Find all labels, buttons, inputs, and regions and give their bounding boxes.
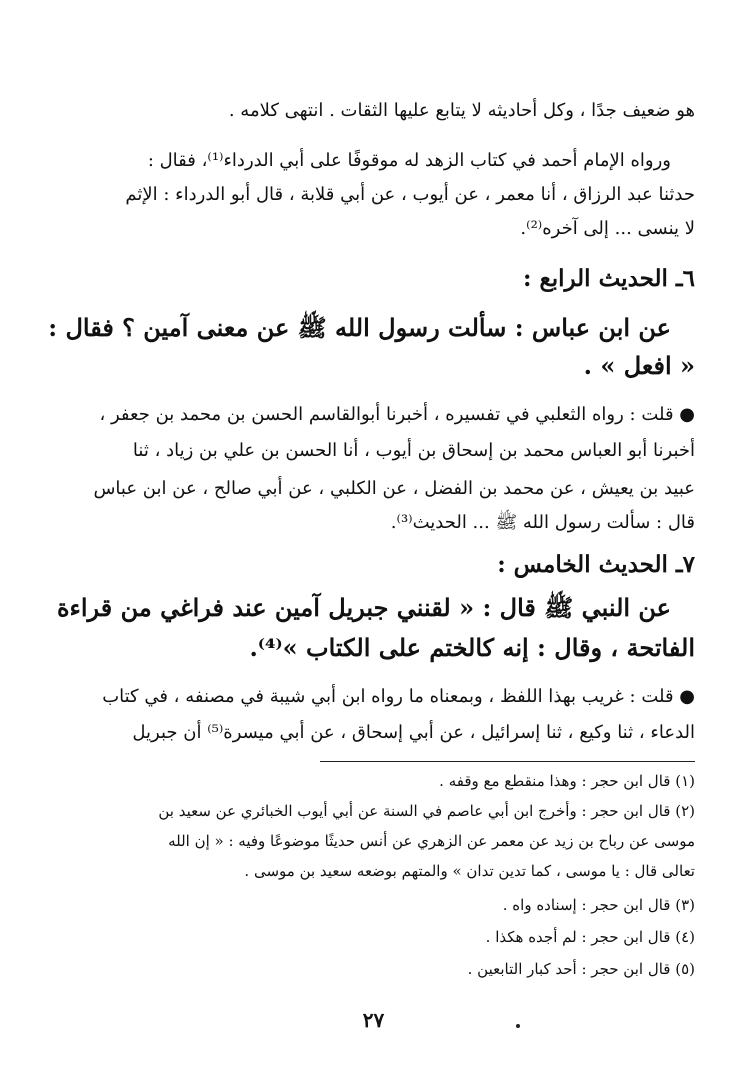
footnote-2-line-2: موسى عن رباح بن زيد عن معمر عن الزهري عن أنس حديثًا موضوعًا وفيه : « إن الله <box>168 832 695 850</box>
footnote-1: (١) قال ابن حجر : وهذا منقطع مع وقفه . <box>439 772 695 790</box>
page-dot-mark <box>516 1024 520 1028</box>
text-line-9: ● قلت : غريب بهذا اللفظ ، وبمعناه ما رواه ابن أبي شيبة في مصنفه ، في كتاب <box>102 686 695 707</box>
text-line-8: قال : سألت رسول الله ﷺ ... الحديث⁽³⁾. <box>390 512 695 533</box>
text-line-5: ● قلت : رواه الثعلبي في تفسيره ، أخبرنا أبوالقاسم الحسن بن محمد بن جعفر ، <box>99 404 695 425</box>
section-heading-7: ٧ـ الحديث الخامس : <box>497 551 695 578</box>
text-line-4: لا ينسى ... إلى آخره⁽²⁾. <box>520 218 695 239</box>
footnote-5: (٥) قال ابن حجر : أحد كبار التابعين . <box>467 960 695 978</box>
text-line-10: الدعاء ، ثنا وكيع ، ثنا إسرائيل ، عن أبي إسحاق ، عن أبي ميسرة⁽⁵⁾ أن جبريل <box>132 722 695 743</box>
text-line-7: عبيد بن يعيش ، عن محمد بن الفضل ، عن الكلبي ، عن أبي صالح ، عن ابن عباس <box>93 478 695 499</box>
text-line-2: ورواه الإمام أحمد في كتاب الزهد له موقوفًا على أبي الدرداء⁽¹⁾، فقال : <box>147 150 671 171</box>
section-heading-6: ٦ـ الحديث الرابع : <box>522 265 695 292</box>
text-line-3: حدثنا عبد الرزاق ، أنا معمر ، عن أيوب ، عن أبي قلابة ، قال أبو الدرداء : الإثم <box>125 184 695 205</box>
footnote-separator <box>320 761 695 762</box>
footnote-3: (٣) قال ابن حجر : إسناده واه . <box>502 896 695 914</box>
page-number: ٢٧ <box>362 1008 385 1032</box>
footnote-2-line-1: (٢) قال ابن حجر : وأخرج ابن أبي عاصم في السنة عن أبي أيوب الخبائري عن سعيد بن <box>158 802 695 820</box>
footnote-4: (٤) قال ابن حجر : لم أجده هكذا . <box>485 928 695 946</box>
hadith-text-5-line-2: الفاتحة ، وقال : إنه كالختم على الكتاب »⁽⁴⁾. <box>249 633 695 662</box>
text-line-6: أخبرنا أبو العباس محمد بن إسحاق بن أيوب ، أنا الحسن بن علي بن زياد ، ثنا <box>132 440 695 461</box>
hadith-text-4-line-1: عن ابن عباس : سألت رسول الله ﷺ عن معنى آمين ؟ فقال : <box>48 313 671 342</box>
footnote-2-line-3: تعالى قال : يا موسى ، كما تدين تدان » والمتهم بوضعه سعيد بن موسى . <box>244 862 695 880</box>
hadith-text-5-line-1: عن النبي ﷺ قال : « لقنني جبريل آمين عند فراغي من قراءة <box>56 593 671 622</box>
text-line-1: هو ضعيف جدًا ، وكل أحاديثه لا يتابع عليها الثقات . انتهى كلامه . <box>228 100 695 121</box>
hadith-text-4-line-2: « افعل » . <box>583 351 695 380</box>
